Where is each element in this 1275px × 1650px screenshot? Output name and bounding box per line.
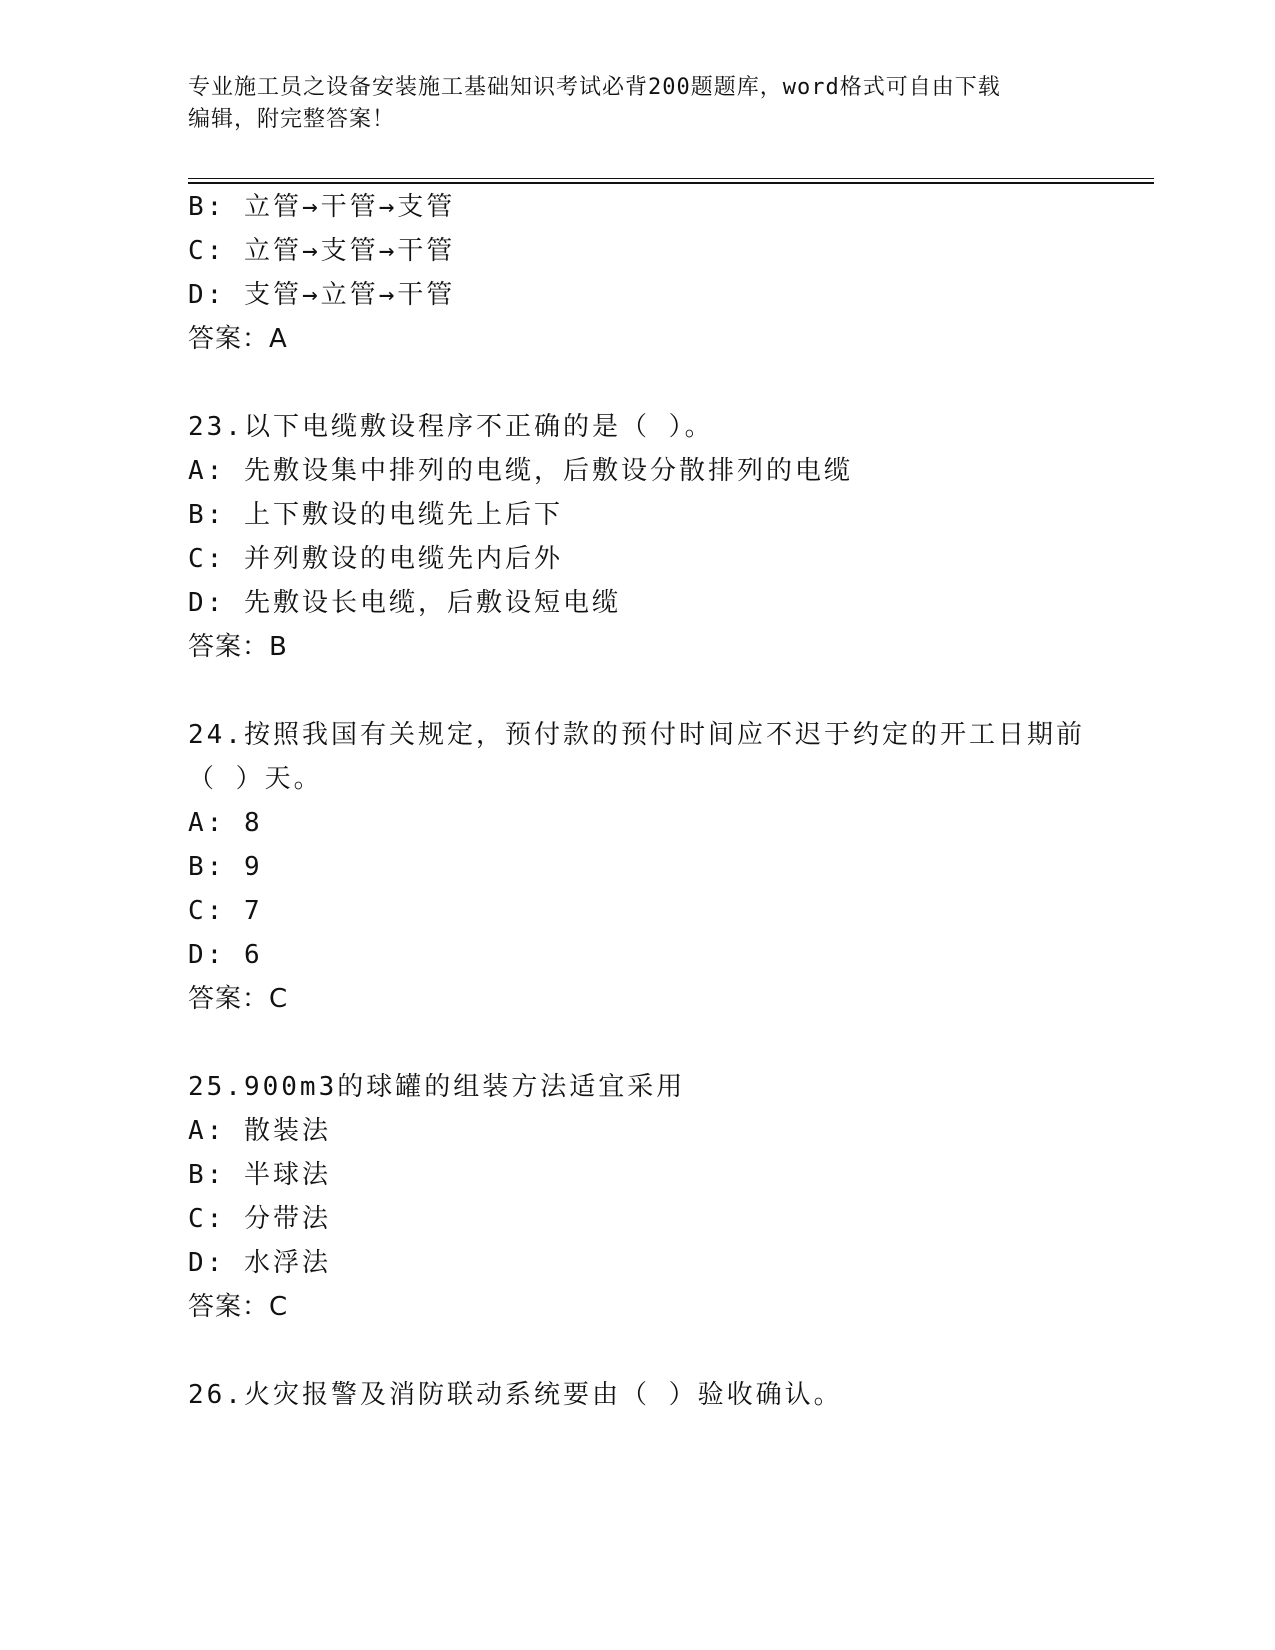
q25-question: 25.900m3的球罐的组装方法适宜采用 <box>188 1072 686 1102</box>
q23-answer: 答案：B <box>188 632 288 662</box>
q24-question-line-1: 24.按照我国有关规定，预付款的预付时间应不迟于约定的开工日期前 <box>188 720 1085 750</box>
q23-question: 23.以下电缆敷设程序不正确的是（ ）。 <box>188 412 714 442</box>
q23-option-a: A: 先敷设集中排列的电缆，后敷设分散排列的电缆 <box>188 456 853 486</box>
document-header <box>188 72 1068 136</box>
q24-answer: 答案：C <box>188 984 289 1014</box>
q24-option-c: C: 7 <box>188 896 263 926</box>
q23-option-c: C: 并列敷设的电缆先内后外 <box>188 544 563 574</box>
q22-option-c: C: 立管→支管→干管 <box>188 236 456 266</box>
q25-answer: 答案：C <box>188 1292 289 1322</box>
q24-option-d: D: 6 <box>188 940 263 970</box>
header-title-line-2: 编辑，附完整答案！ <box>188 107 396 132</box>
header-title-line-1: 专业施工员之设备安装施工基础知识考试必背200题题库，word格式可自由下载 <box>188 75 1001 100</box>
q24-option-a: A: 8 <box>188 808 263 838</box>
q22-answer: 答案：A <box>188 324 288 354</box>
q25-option-a: A: 散装法 <box>188 1116 331 1146</box>
q24-question-line-2: （ ）天。 <box>188 764 323 794</box>
q23-option-d: D: 先敷设长电缆，后敷设短电缆 <box>188 588 621 618</box>
q26-question: 26.火灾报警及消防联动系统要由（ ）验收确认。 <box>188 1380 843 1410</box>
q25-option-c: C: 分带法 <box>188 1204 331 1234</box>
header-divider-thin <box>188 178 1154 179</box>
q24-option-b: B: 9 <box>188 852 263 882</box>
q22-option-b: B: 立管→干管→支管 <box>188 192 456 222</box>
q25-option-b: B: 半球法 <box>188 1160 331 1190</box>
q25-option-d: D: 水浮法 <box>188 1248 331 1278</box>
header-divider-thick <box>188 182 1154 184</box>
q23-option-b: B: 上下敷设的电缆先上后下 <box>188 500 563 530</box>
q22-option-d: D: 支管→立管→干管 <box>188 280 456 310</box>
